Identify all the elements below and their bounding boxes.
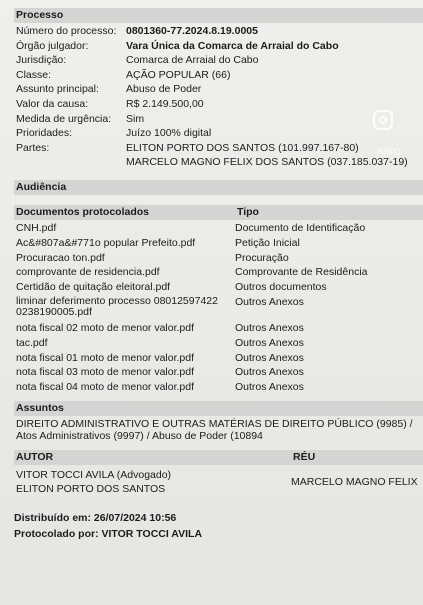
documento-row [14, 265, 423, 280]
documento-nome[interactable]: nota fiscal 02 moto de menor valor.pdf [16, 321, 195, 334]
assuntos-line-1: DIREITO ADMINISTRATIVO E OUTRAS MATÉRIAS DE DIREITO PÚBLICO (9985) / [16, 417, 413, 430]
documento-nome[interactable]: Procuracao ton.pdf [16, 251, 105, 264]
instagram-icon [373, 110, 393, 130]
distribuido-em: Distribuído em: 26/07/2024 10:56 [14, 511, 177, 524]
assuntos-header: Assuntos [14, 401, 423, 416]
documento-tipo: Outros Anexos [235, 381, 304, 394]
reu-col-header: RÉU [293, 450, 316, 463]
processo-field-row [14, 126, 423, 141]
field-value: Sim [126, 112, 145, 125]
autor-list [14, 468, 291, 496]
documento-row [14, 336, 423, 351]
documento-nome[interactable]: nota fiscal 01 moto de menor valor.pdf [16, 351, 195, 364]
documento-row [14, 251, 423, 266]
watermark-text: ЯЯIO [376, 147, 401, 157]
processo-field-row [14, 24, 423, 39]
assuntos-line-2: Atos Administrativos (9997) / Abuso de Poder (10894 [16, 429, 263, 442]
documento-tipo: Documento de Identificação [235, 221, 366, 234]
field-value: Juízo 100% digital [126, 127, 212, 140]
audiencia-header: Audiência [14, 180, 423, 195]
documento-nome[interactable]: CNH.pdf [16, 221, 57, 234]
processo-field-row [14, 97, 423, 112]
field-value: Abuso de Poder [126, 83, 202, 96]
tipo-col-header: Tipo [237, 205, 259, 218]
documento-tipo: Outros Anexos [235, 336, 304, 349]
processo-fields [14, 24, 423, 170]
documento-row [14, 280, 423, 295]
documento-row [14, 295, 423, 318]
documento-nome[interactable]: tac.pdf [16, 336, 48, 349]
autor-parte: ELITON PORTO DOS SANTOS [16, 482, 166, 495]
documento-nome[interactable]: liminar deferimento processo 08012597422023819000​5.pdf [16, 294, 218, 318]
processo-field-row [14, 82, 423, 97]
field-label: Assunto principal: [16, 83, 99, 96]
documento-tipo: Petição Inicial [235, 236, 300, 249]
documento-tipo: Outros documentos [235, 281, 327, 294]
field-label [14, 155, 126, 170]
documento-tipo: Comprovante de Residência [235, 266, 368, 279]
documentos-col-header: Documentos protocolados [16, 205, 150, 218]
documentos-header [14, 205, 423, 220]
field-value: Comarca de Arraial do Cabo [126, 54, 259, 67]
documento-row [14, 365, 423, 380]
field-value: AÇÃO POPULAR (66) [126, 68, 231, 81]
documento-tipo: Outros Anexos [235, 366, 304, 379]
documento-nome[interactable]: nota fiscal 04 moto de menor valor.pdf [16, 381, 195, 394]
processo-field-row [14, 39, 423, 54]
documento-nome[interactable]: Certidão de quitação eleitoral.pdf [16, 281, 171, 294]
field-label: Jurisdição: [16, 54, 67, 67]
processo-header: Processo [14, 8, 423, 23]
field-value: ELITON PORTO DOS SANTOS (101.997.167-80) [126, 141, 359, 154]
documento-tipo: Procuração [235, 251, 289, 264]
protocolado-por: Protocolado por: VITOR TOCCI AVILA [14, 527, 203, 540]
processo-field-row [14, 68, 423, 83]
field-value: MARCELO MAGNO FELIX DOS SANTOS (037.185.037-19) [126, 156, 408, 169]
field-value: 0801360-77.2024.8.19.0005 [126, 25, 258, 37]
documento-row [14, 351, 423, 366]
processo-field-row [14, 155, 423, 170]
field-label: Número do processo: [16, 25, 117, 37]
field-label: Partes: [16, 141, 50, 154]
field-label: Medida de urgência: [16, 112, 112, 125]
processo-field-row [14, 112, 423, 127]
documento-tipo: Outros Anexos [235, 351, 304, 364]
documento-nome[interactable]: Ac&#807a&#771o popular Prefeito.pdf [16, 236, 196, 249]
processo-field-row [14, 53, 423, 68]
field-label: Órgão julgador: [16, 39, 89, 52]
partes-header [14, 450, 423, 465]
field-value: R$ 2.149.500,00 [126, 97, 204, 110]
processo-field-row [14, 141, 423, 156]
autor-advogado: VITOR TOCCI AVILA (Advogado) [16, 468, 172, 481]
field-label: Prioridades: [16, 127, 73, 140]
documento-row [14, 221, 423, 236]
field-value: Vara Única da Comarca de Arraial do Cabo [126, 39, 339, 52]
field-label: Valor da causa: [16, 97, 89, 110]
documento-tipo: Outros Anexos [235, 295, 304, 308]
documento-nome[interactable]: comprovante de residencia.pdf [16, 266, 160, 279]
autor-col-header: AUTOR [16, 450, 54, 463]
reu-name: MARCELO MAGNO FELIX [291, 475, 418, 488]
documento-tipo: Outros Anexos [235, 321, 304, 334]
documento-row [14, 380, 423, 395]
field-label: Classe: [16, 68, 52, 81]
partes-row [14, 468, 423, 496]
documentos-list [14, 221, 423, 395]
documento-nome[interactable]: nota fiscal 03 moto de menor valor.pdf [16, 366, 195, 379]
documento-row [14, 236, 423, 251]
documento-row [14, 321, 423, 336]
